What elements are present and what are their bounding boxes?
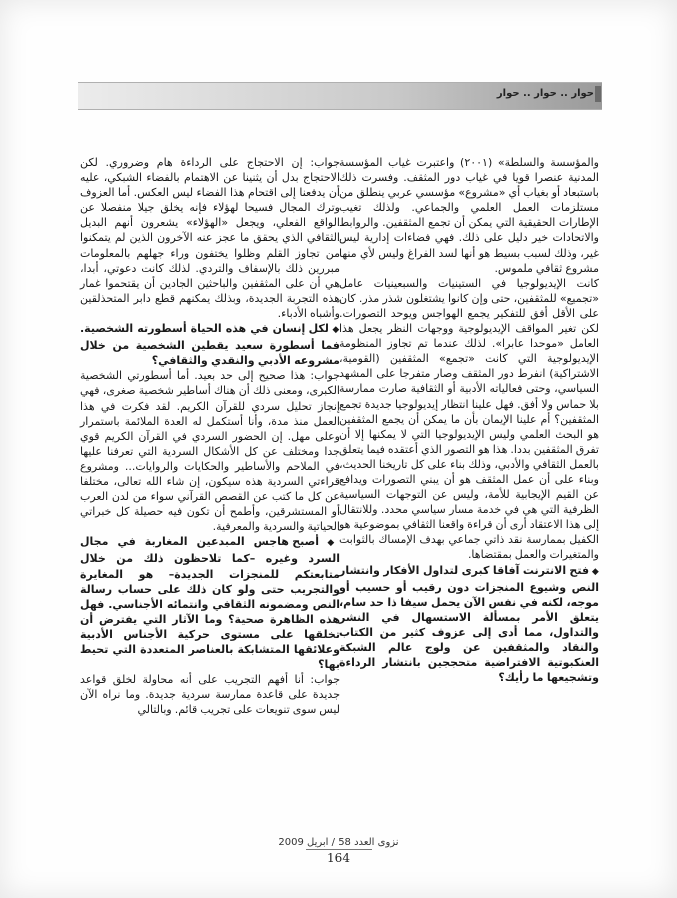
paragraph: كانت الإيديولوجيا في الستينيات والسبعينيات عامل «تجميع» للمثقفين، حتى وإن كانوا يشتغلون شذر مذر. كان على الأقل أفق للتفكير يجمع الهواجس ويوحد التصورات. لكن تغير المواقف الإيديولوجية ووجهات النظر يجعل هذا العامل «موحدا عابرا». لذلك عندما تم تجاوز المنظومة الإيديولوجية التي كانت «تجمع» المثقفين (القومية، الاشتراكية) انفرط دور المثقف وصار متفرجا على المشهد السياسي، وحتى فعالياته الأدبية أو الثقافية صارت ممارسة بلا حماس ولا أفق. فهل علينا انتظار إيديولوجيا جديدة تجمع المثقفين؟ أم علينا الإيمان بأن ما يمكن أن يجمع المثقفين هو البحث العلمي وليس الإيديولوجيا التي لا يمكنها إلا أن تفرق المثقفين بددا. هذا هو التصور الذي أعتقده فيما يتعلق بالعمل الثقافي والأدبي، وذلك بناء على كل تاريخنا الحديث، وبناء على أن عمل المثقف هو أن يبني التصورات ويدافع عن القيم الإيجابية للأمة، وليس عن التوجهات السياسية الظرفية التي هي في خدمة مسار سياسي محدد. وللانتقال إلى هذا الاعتقاد أرى أن قراءة واقعنا الثقافي بموضوعية هو الكفيل بممارسة نقد ذاتي جماعي بهدف الإمساك بالثوابت والمتغيرات والعمل بمقتضاها.	[339, 276, 599, 562]
paragraph: والمؤسسة والسلطة» (٢٠٠١) واعتبرت غياب المؤسسة المدنية عنصرا قويا في غياب دور المثقف. وفسرت ذلك باستبعاد أو بغياب أي «مشروع» مؤسسي عربي ينطلق من مستلزمات العمل العلمي والجماعي. ولذلك تغيب الإطارات الحقيقية التي يمكن أن تجمع المثقفين. والروابط والاتحادات خير دليل على ذلك. فهي فضاءات إدارية ليس غير، وذلك لسبب بسيط هو أنها لسد الفراغ وليس لأي منها مشروع ثقافي ملموس.	[339, 156, 599, 275]
footer-issue-info: نزوى العدد 58 / ابريل 2009	[278, 837, 399, 848]
header-tab-marker	[595, 86, 601, 102]
header-band	[78, 82, 602, 110]
paragraph: جواب: إن الاحتجاج على الرداءة هام وضروري. لكن الاحتجاج بدل أن يثنينا عن الاهتمام بالفضاء الشبكي، عليه أن يدفعنا إلى اقتحام هذا الفضاء ليس العكس. أما العزوف وترك المجال فسيحا لهؤلاء فإنه يخلق جيلا منفصلا عن الواقع الفعلي، ويجعل «الهؤلاء» يشعرون أنهم البديل الثقافي الذي يحقق ما عجز عنه الآخرون الذين لم يتمكنوا من تجاوز القلم وظلوا يختفون وراء جهلهم بالمعلومات مبررين ذلك بالإسفاف والتردي. لذلك كانت دعوتي، أبدا، هي أن على المثقفين والباحثين الجادين أن يقتحموا غمار هذه التجربة الجديدة، وبذلك يمكنهم قطع دابر المتحذلقين وأشباه الأدباء.	[80, 156, 340, 320]
left-text-column	[80, 155, 340, 717]
page-number: 164	[327, 851, 350, 865]
question-paragraph: ◆ فتح الانترنت آفاقا كبرى لتداول الأفكار وانتشار النص وشيوع المنجزات دون رقيب أو حسيب أو موجه، لكنه في نفس الآن يحمل سيفا ذا حد سام، يتعلق الأمر بمسألة الاستسهال في النشر والتداول، مما أدى إلى عزوف كثير من الكتاب والنقاد والمثقفين عن ولوج عالم الشبكة العنكبوتية الافتراضية متحججين بانتشار الرداءة وتشجيعها ما رأيك؟	[339, 563, 599, 686]
paragraph: جواب: هذا صحيح إلى حد بعيد. أما أسطورتي الشخصية الكبرى، ومعنى ذلك أن هناك أساطير شخصية صغرى، فهي إنجاز تحليل سردي للقرآن الكريم. لقد فكرت في هذا العمل منذ مدة، وأنا أستكمل له العدة الملائمة باستمرار وعلى مهل. إن الحضور السردي في القرآن الكريم قوي جدا ومختلف عن كل الأشكال السردية التي تعرفنا عليها في الملاحم والأساطير والحكايات والروايات... ومشروع قراءتي السردية هذه سيكون، إن شاء الله تعالى، مختلفا عن كل ما كتب عن القصص القرآني سواء من لدن العرب أو المستشرقين، وأطمح أن تكون فيه حصيلة كل خبراتي الحياتية والسردية والمعرفية.	[80, 369, 340, 534]
paragraph: جواب: أنا أفهم التجريب على أنه محاولة لخلق قواعد جديدة على قاعدة ممارسة سردية جديدة. وما نراه الآن ليس سوى تنويعات على تجريب قائم. وبالتالي	[80, 673, 340, 717]
question-paragraph: ◆ لكل إنسان في هذه الحياة أسطورته الشخصية. فما أسطورة سعيد يقطين الشخصية من خلال مشروعه الأدبي والنقدي والثقافي؟	[80, 321, 340, 368]
question-paragraph: ◆ أصبح هاجس المبدعين المغاربة في مجال السرد وغيره –كما تلاحظون ذلك من خلال متابعتكم للمنجزات الجديدة– هو المغايرة والتجريب حتى ولو كان ذلك على حساب رسالة النص ومضمونه الثقافي وانتمائه الأجناسي. فهل هذه الظاهرة صحية؟ وما الآثار التي يفترض أن تخلقها على مستوى حركية الأجناس الأدبية وعلائقها المتشابكة بالعناصر المتعددة التي تحيط بها؟	[80, 534, 340, 672]
section-header-label: حوار .. حوار .. حوار	[496, 88, 594, 99]
right-text-column	[339, 155, 599, 685]
footer-divider	[306, 849, 372, 850]
